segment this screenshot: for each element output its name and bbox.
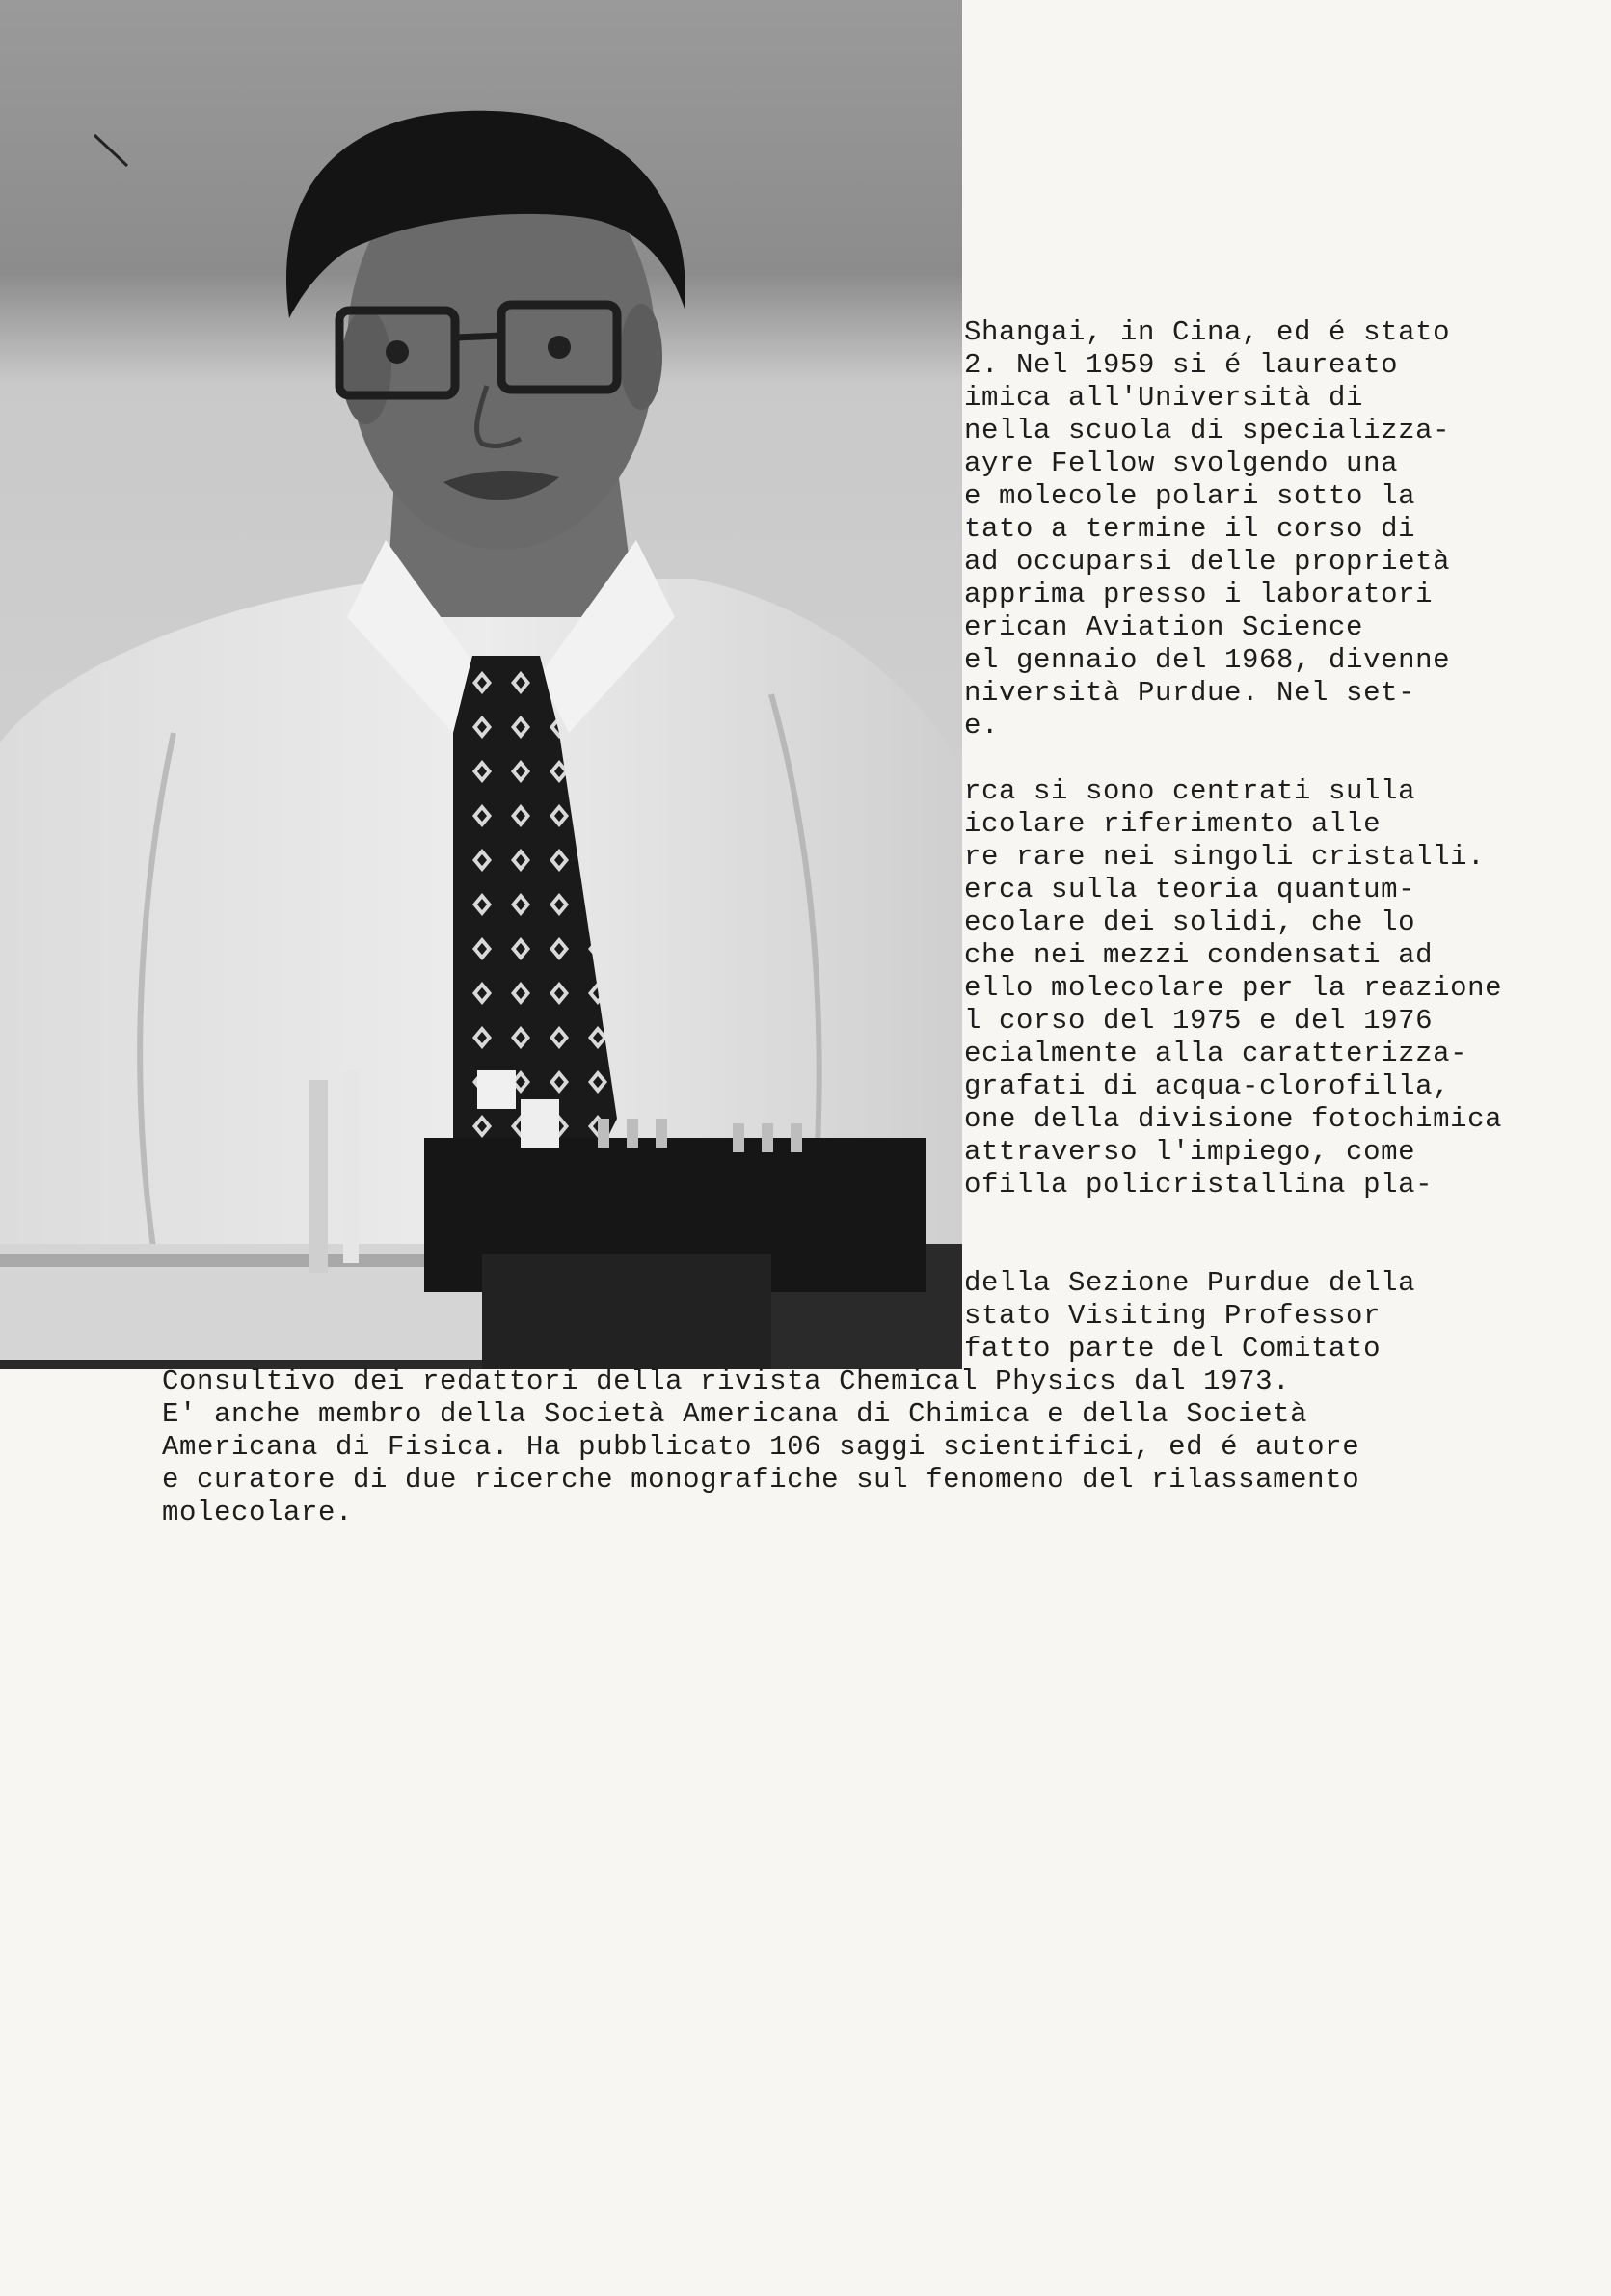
text-line: Shangai, in Cina, ed é stato — [964, 316, 1451, 348]
portrait-photo-icon — [0, 0, 962, 1369]
text-line: Consultivo dei redattori della rivista Chemical Physics dal 1973. — [162, 1365, 1291, 1397]
text-line: e. — [964, 710, 1000, 742]
text-line: imica all'Università di — [964, 382, 1364, 414]
text-line: ecialmente alla caratterizza- — [964, 1038, 1468, 1069]
text-line: erca sulla teoria quantum- — [964, 874, 1416, 905]
text-line: ofilla policristallina pla- — [964, 1169, 1434, 1201]
text-line: one della divisione fotochimica — [964, 1103, 1503, 1135]
text-line: attraverso l'impiego, come — [964, 1136, 1416, 1168]
text-line: 2. Nel 1959 si é laureato — [964, 349, 1399, 381]
text-line: E' anche membro della Società Americana di Chimica e della Società — [162, 1398, 1308, 1430]
text-line: ad occuparsi delle proprietà — [964, 546, 1451, 578]
text-line: rca si sono centrati sulla — [964, 775, 1416, 807]
text-line: apprima presso i laboratori — [964, 579, 1434, 610]
text-line: niversità Purdue. Nel set- — [964, 677, 1416, 709]
text-line: stato Visiting Professor — [964, 1300, 1382, 1332]
text-line: l corso del 1975 e del 1976 — [964, 1005, 1434, 1037]
text-line: tato a termine il corso di — [964, 513, 1416, 545]
text-line: el gennaio del 1968, divenne — [964, 644, 1451, 676]
text-line: Americana di Fisica. Ha pubblicato 106 saggi scientifici, ed é autore — [162, 1431, 1360, 1463]
text-line: icolare riferimento alle — [964, 808, 1382, 840]
text-line: ayre Fellow svolgendo una — [964, 447, 1399, 479]
text-line: nella scuola di specializza- — [964, 415, 1451, 446]
text-line: e curatore di due ricerche monografiche sul fenomeno del rilassamento — [162, 1464, 1360, 1496]
text-line: ello molecolare per la reazione — [964, 972, 1503, 1004]
text-line: della Sezione Purdue della — [964, 1267, 1416, 1299]
text-line: che nei mezzi condensati ad — [964, 939, 1434, 971]
text-line: e molecole polari sotto la — [964, 480, 1416, 512]
portrait-photo — [0, 0, 962, 1369]
text-line: grafati di acqua-clorofilla, — [964, 1070, 1451, 1102]
text-line: re rare nei singoli cristalli. — [964, 841, 1486, 873]
text-line: erican Aviation Science — [964, 611, 1364, 643]
text-line: molecolare. — [162, 1497, 354, 1528]
text-line: fatto parte del Comitato — [964, 1333, 1382, 1364]
text-line: ecolare dei solidi, che lo — [964, 906, 1416, 938]
